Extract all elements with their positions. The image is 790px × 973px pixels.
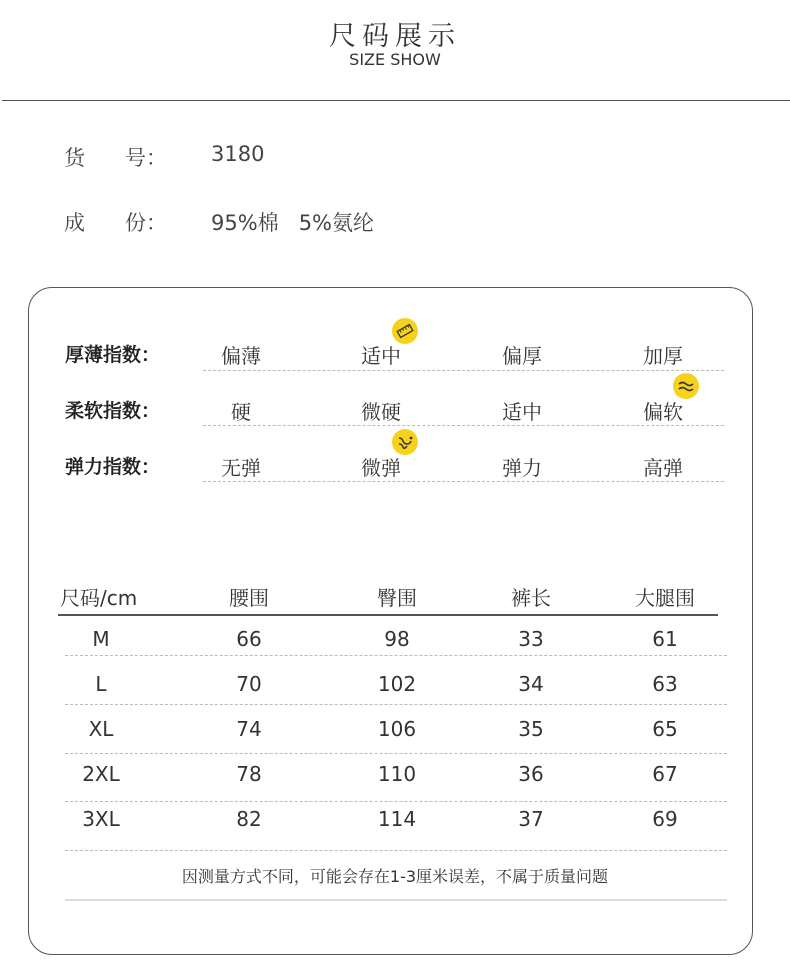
hip-cell: 98 <box>384 627 410 651</box>
hip-cell: 114 <box>377 807 417 831</box>
softness-option: 微硬 <box>361 400 401 424</box>
size-cell: M <box>92 627 110 651</box>
waist-cell: 82 <box>236 807 262 831</box>
hip-cell: 106 <box>377 717 417 741</box>
page-title: 尺码展示 <box>329 21 461 52</box>
table-header-length: 裤长 <box>511 586 551 610</box>
softness-option: 适中 <box>502 400 542 424</box>
elasticity-index-label: 弹力指数： <box>65 456 161 478</box>
elasticity-option: 弹力 <box>502 456 542 480</box>
ruler-icon <box>392 318 418 344</box>
header-divider <box>2 100 790 101</box>
row-divider <box>65 850 727 851</box>
material-label: 成 份： <box>64 211 168 235</box>
softness-option-selected: 偏软 <box>643 400 683 424</box>
bottom-divider <box>65 899 727 901</box>
thickness-option: 偏厚 <box>502 344 542 368</box>
thigh-cell: 69 <box>652 807 678 831</box>
elasticity-option: 无弹 <box>221 456 261 480</box>
waist-cell: 74 <box>236 717 262 741</box>
measurement-note: 因测量方式不同，可能会存在1-3厘米误差，不属于质量问题 <box>181 867 609 886</box>
waist-cell: 66 <box>236 627 262 651</box>
table-header-hip: 臀围 <box>377 586 417 610</box>
row-divider <box>65 655 727 656</box>
row-divider <box>65 704 727 705</box>
size-card <box>28 287 753 955</box>
thickness-index-label: 厚薄指数： <box>65 344 161 366</box>
length-cell: 36 <box>518 762 544 786</box>
elasticity-dotted-line <box>203 481 724 482</box>
thigh-cell: 65 <box>652 717 678 741</box>
row-divider <box>65 801 727 802</box>
item-number-value: 3180 <box>211 142 265 166</box>
size-cell: L <box>95 672 107 696</box>
row-divider <box>65 753 727 754</box>
thickness-dotted-line <box>203 370 724 371</box>
size-cell: 3XL <box>82 807 120 831</box>
waist-cell: 78 <box>236 762 262 786</box>
softness-dotted-line <box>203 425 724 426</box>
length-cell: 35 <box>518 717 544 741</box>
thigh-cell: 67 <box>652 762 678 786</box>
size-cell: 2XL <box>82 762 120 786</box>
item-number-label: 货 号： <box>64 146 168 170</box>
elasticity-option-selected: 微弹 <box>361 456 401 480</box>
thigh-cell: 61 <box>652 627 678 651</box>
softness-option: 硬 <box>231 400 251 424</box>
page-subtitle: SIZE SHOW <box>349 50 441 69</box>
material-value: 95%棉 5%氨纶 <box>211 211 375 235</box>
table-header-divider <box>58 614 718 616</box>
hip-cell: 102 <box>377 672 417 696</box>
stretch-icon <box>392 429 418 455</box>
size-cell: XL <box>88 717 114 741</box>
waist-cell: 70 <box>236 672 262 696</box>
thickness-option-selected: 适中 <box>361 344 401 368</box>
length-cell: 33 <box>518 627 544 651</box>
thigh-cell: 63 <box>652 672 678 696</box>
table-header-waist: 腰围 <box>229 586 269 610</box>
hip-cell: 110 <box>377 762 417 786</box>
softness-index-label: 柔软指数： <box>65 400 161 422</box>
wave-icon <box>673 373 699 399</box>
length-cell: 37 <box>518 807 544 831</box>
thickness-option: 偏薄 <box>221 344 261 368</box>
table-header-thigh: 大腿围 <box>635 586 695 610</box>
elasticity-option: 高弹 <box>643 456 683 480</box>
thickness-option: 加厚 <box>643 344 683 368</box>
table-header-size: 尺码/cm <box>60 586 138 610</box>
length-cell: 34 <box>518 672 544 696</box>
